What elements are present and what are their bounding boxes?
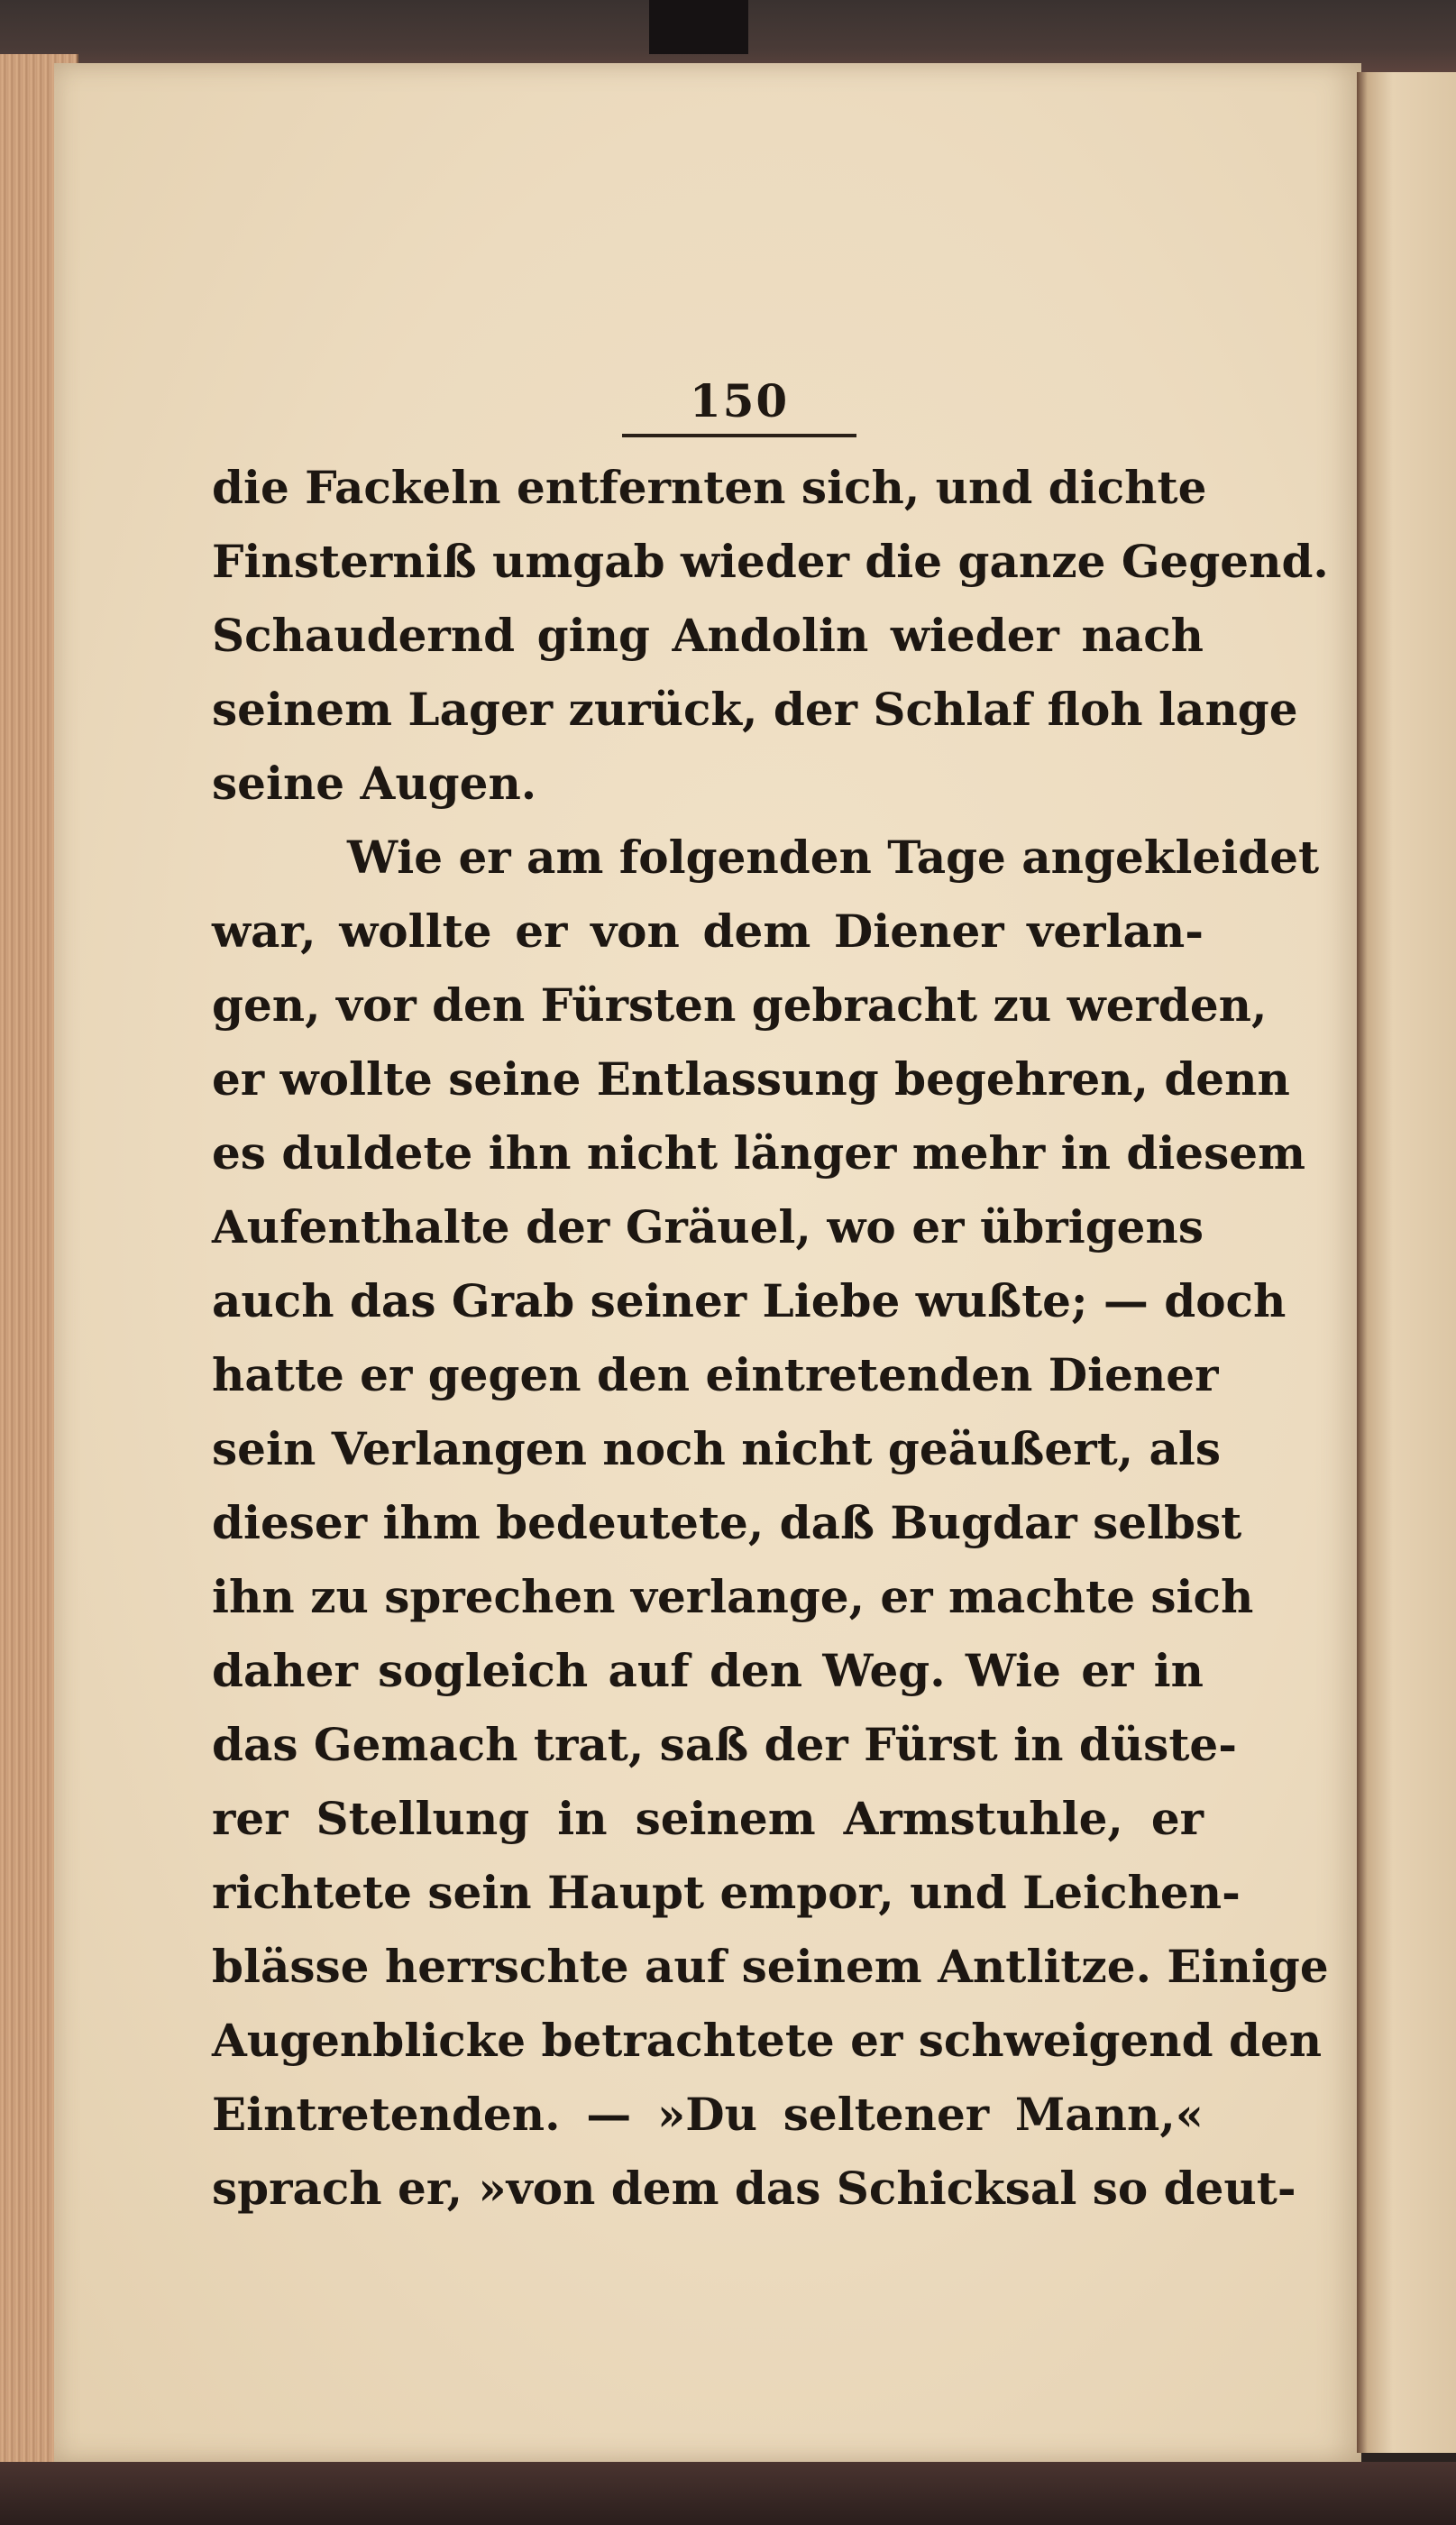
- top-notch: [649, 0, 748, 54]
- text-line: daher sogleich auf den Weg. Wie er in: [212, 1644, 1204, 1697]
- text-line: hatte er gegen den eintretenden Diener: [212, 1348, 1219, 1401]
- text-line: das Gemach trat, saß der Fürst in düste-: [212, 1718, 1237, 1771]
- text-line: Wie er am folgenden Tage angekleidet: [347, 831, 1320, 884]
- text-line: seine Augen.: [212, 757, 537, 810]
- bottom-background: [0, 2462, 1456, 2525]
- text-line: Finsterniß umgab wieder die ganze Gegend.: [212, 535, 1329, 588]
- text-line: es duldete ihn nicht länger mehr in diesem: [212, 1126, 1305, 1180]
- page-number: 150: [689, 374, 790, 427]
- text-line: seinem Lager zurück, der Schlaf floh lange: [212, 683, 1298, 736]
- text-line: ihn zu sprechen verlange, er machte sich: [212, 1570, 1254, 1623]
- body-text: [212, 451, 1329, 2226]
- text-line: er wollte seine Entlassung begehren, denn: [212, 1052, 1290, 1106]
- next-page-edge: [1357, 72, 1456, 2453]
- text-line: sprach er, »von dem das Schicksal so deut-: [212, 2162, 1296, 2215]
- header-rule: [622, 434, 856, 437]
- text-line: war, wollte er von dem Diener verlan-: [212, 904, 1204, 958]
- text-line: blässe herrschte auf seinem Antlitze. Einige: [212, 1940, 1329, 1993]
- text-line: richtete sein Haupt empor, und Leichen-: [212, 1866, 1241, 1919]
- text-line: Schaudernd ging Andolin wieder nach: [212, 609, 1204, 662]
- text-line: die Fackeln entfernten sich, und dichte: [212, 461, 1207, 514]
- text-line: Eintretenden. — »Du seltener Mann,«: [212, 2088, 1204, 2141]
- text-line: auch das Grab seiner Liebe wußte; — doch: [212, 1274, 1287, 1327]
- text-line: Augenblicke betrachtete er schweigend den: [212, 2014, 1323, 2067]
- text-line: gen, vor den Fürsten gebracht zu werden,: [212, 978, 1268, 1032]
- page-header: [622, 374, 856, 437]
- text-line: Aufenthalte der Gräuel, wo er übrigens: [212, 1200, 1204, 1253]
- text-line: dieser ihm bedeutete, daß Bugdar selbst: [212, 1496, 1242, 1549]
- text-line: rer Stellung in seinem Armstuhle, er: [212, 1792, 1204, 1845]
- text-line: sein Verlangen noch nicht geäußert, als: [212, 1422, 1222, 1475]
